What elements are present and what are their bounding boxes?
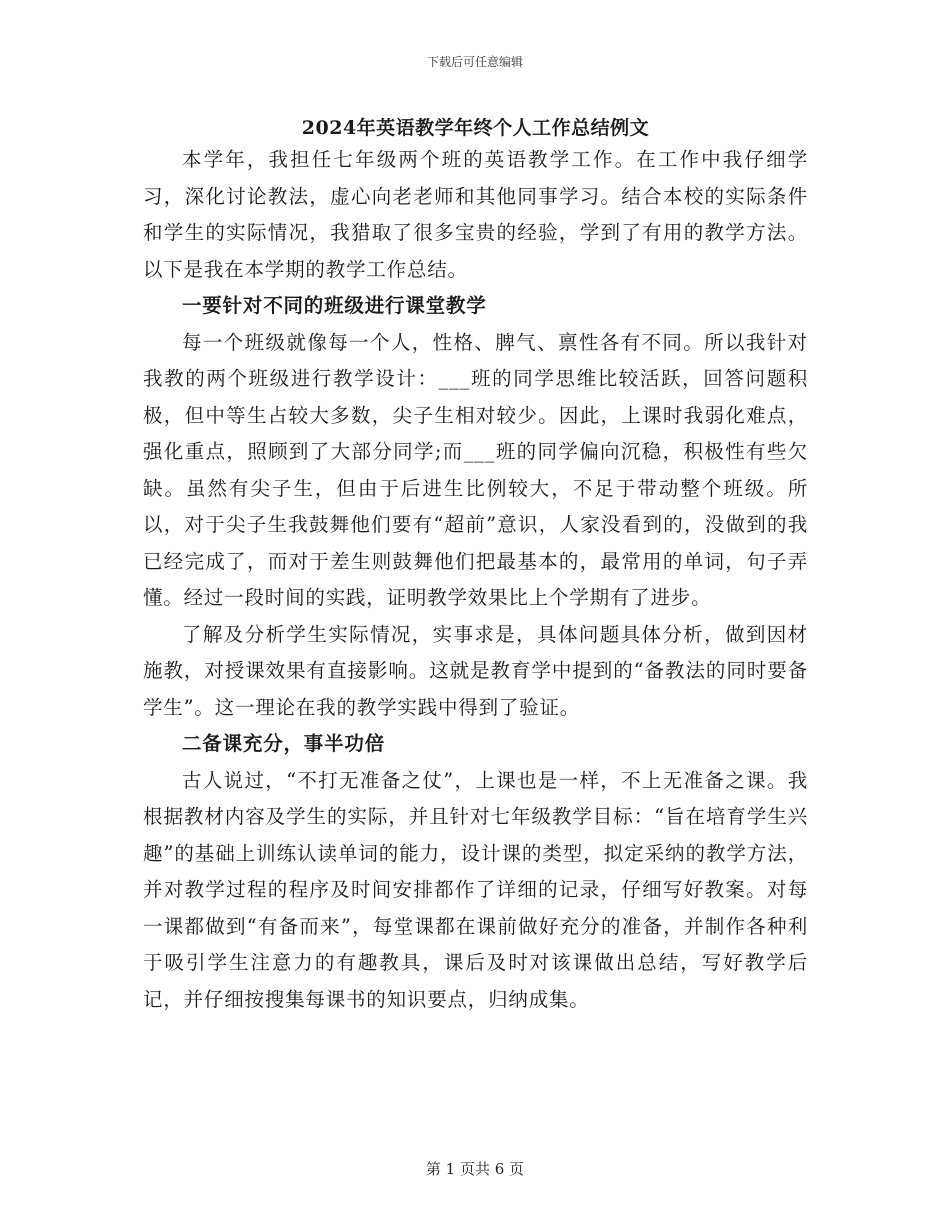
section-1-paragraph-2: 了解及分析学生实际情况，实事求是，具体问题具体分析，做到因材施教，对授课效果有直接影响。这就是教育学中提到的“备教法的同时要备学生”。这一理论在我的教学实践中得到了验证。 xyxy=(143,622,808,719)
document-title: 2024年英语教学年终个人工作总结例文 xyxy=(301,117,650,139)
section-heading-1: 一要针对不同的班级进行课堂教学 xyxy=(182,294,487,317)
page-number-footer: 第 1 页共 6 页 xyxy=(425,1160,525,1178)
header-note: 下载后可任意编辑 xyxy=(426,55,523,69)
section-2-paragraph-1: 古人说过，“不打无准备之仗”，上课也是一样，不上无准备之课。我根据教材内容及学生的实际，并且针对七年级教学目标：“旨在培育学生兴趣”的基础上训练认读单词的能力，设计课的类型，拟定采纳的教学方法，并对教学过程的程序及时间安排都作了详细的记录，仔细写好教案。对每一课都做到“有备而来”，每堂课都在课前做好充分的准备，并制作各种利于吸引学生注意力的有趣教具，课后及时对该课做出总结，写好教学后记，并仔细按搜集每课书的知识要点，归纳成集。 xyxy=(143,768,808,1011)
section-1-paragraph-1: 每一个班级就像每一个人，性格、脾气、禀性各有不同。所以我针对我教的两个班级进行教学设计：___班的同学思维比较活跃，回答问题积极，但中等生占较大多数，尖子生相对较少。因此，上课时我弱化难点，强化重点，照顾到了大部分同学;而___班的同学偏向沉稳，积极性有些欠缺。虽然有尖子生，但由于后进生比例较大，不足于带动整个班级。所以，对于尖子生我鼓舞他们要有“超前”意识，人家没看到的，没做到的我已经完成了，而对于差生则鼓舞他们把最基本的，最常用的单词，句子弄懂。经过一段时间的实践，证明教学效果比上个学期有了进步。 xyxy=(143,330,808,609)
intro-paragraph: 本学年，我担任七年级两个班的英语教学工作。在工作中我仔细学习，深化讨论教法，虚心向老老师和其他同事学习。结合本校的实际条件和学生的实际情况，我猎取了很多宝贵的经验，学到了有用的教学方法。以下是我在本学期的教学工作总结。 xyxy=(143,148,808,281)
section-heading-2: 二备课充分，事半功倍 xyxy=(182,732,386,755)
document-body xyxy=(143,114,808,1018)
